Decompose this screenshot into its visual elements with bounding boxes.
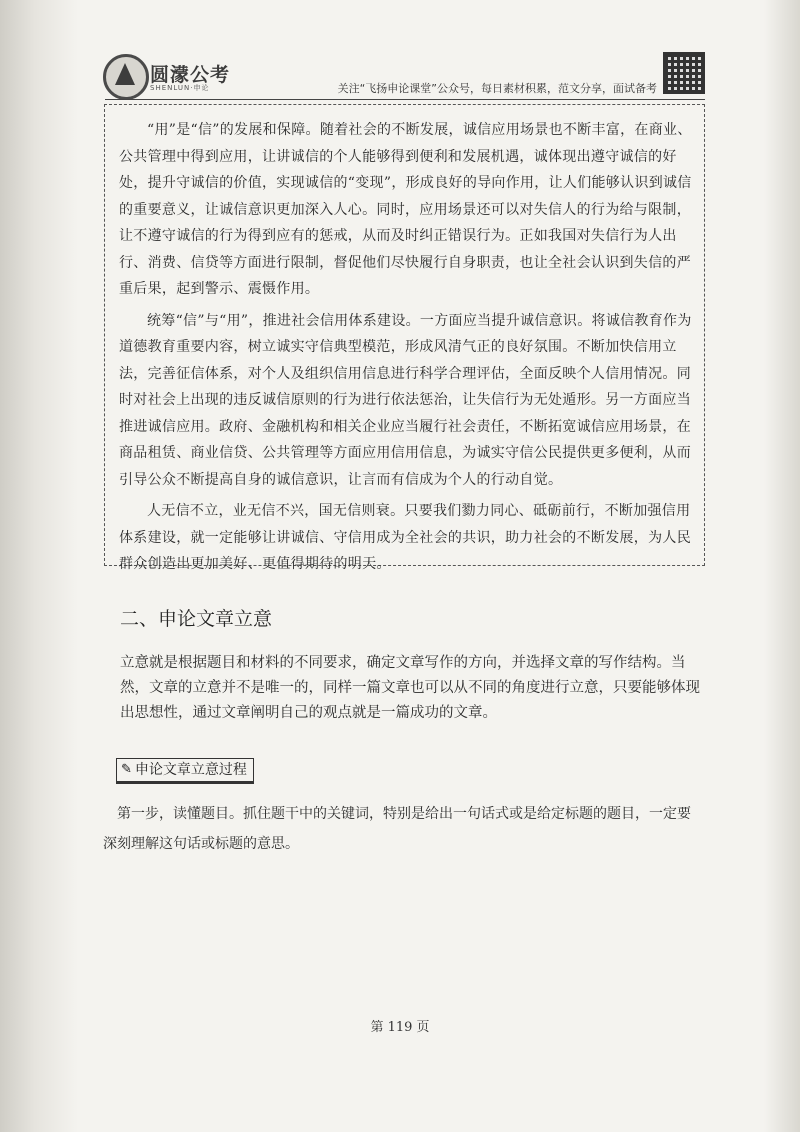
material-box (104, 104, 705, 572)
page-number: 第 119 页 (370, 1020, 430, 1035)
pencil-icon: ✎ (121, 762, 132, 777)
header-divider (105, 99, 705, 100)
scan-shadow-left (0, 0, 78, 1132)
logo-name: 圆濛公考 (150, 64, 231, 86)
process-label-text: 申论文章立意过程 (134, 762, 247, 778)
material-paragraph-2: 统筹“信”与“用”，推进社会信用体系建设。一方面应当提升诚信意识。将诚信教育作为道德教育重要内容，树立诚实守信典型模范，形成风清气正的良好氛围。不断加快信用立法，完善征信体系，对个人及组织信用信息进行科学合理评估，全面反映个人信用情况。同时对社会上出现的违反诚信原则的行为进行依法惩治，让失信行为无处遁形。另一方面应当推进诚信应用。政府、金融机构和相关企业应当履行社会责任，不断拓宽诚信应用场景，在商品租赁、商业信贷、公共管理等方面应用信用信息，为诚实守信公民提供更多便利，从而引导公众不断提高自身的诚信意识，让言而有信成为个人的行动自觉。 (119, 312, 692, 488)
logo-tagline: SHENLUN·申论 (150, 84, 210, 92)
qr-code-icon (663, 52, 705, 94)
step-one-text: 第一步，读懂题目。抓住题干中的关键词，特别是给出一句话式或是给定标题的题目，一定要深刻理解这句话或标题的意思。 (103, 806, 691, 852)
section-intro: 立意就是根据题目和材料的不同要求，确定文章写作的方向，并选择文章的写作结构。当然，文章的立意并不是唯一的，同样一篇文章也可以从不同的角度进行立意，只要能够体现出思想性，通过文章阐明自己的观点就是一篇成功的文章。 (120, 655, 700, 721)
material-paragraph-1: “用”是“信”的发展和保障。随着社会的不断发展，诚信应用场景也不断丰富，在商业、公共管理中得到应用，让讲诚信的个人能够得到便利和发展机遇，诚体现出遵守诚信的好处，提升守诚信的价值，实现诚信的“变现”，形成良好的导向作用，让人们能够认识到诚信的重要意义，让诚信意识更加深入人心。同时，应用场景还可以对失信人的行为给与限制，让不遵守诚信的行为得到应有的惩戒，从而及时纠正错误行为。正如我国对失信行为人出行、消费、信贷等方面进行限制，督促他们尽快履行自身职责，也让全社会认识到失信的严重后果，起到警示、震慑作用。 (119, 122, 692, 297)
section-title: 二、申论文章立意 (120, 608, 273, 630)
page-header (95, 52, 705, 97)
material-paragraph-3: 人无信不立，业无信不兴，国无信则衰。只要我们勠力同心、砥砺前行，不断加强信用体系建设，就一定能够让讲诚信、守信用成为全社会的共识，助力社会的不断发展，为人民群众创造出更加美好、更值得期待的明天。 (119, 503, 691, 572)
scan-shadow-right (764, 0, 800, 1132)
logo-icon (103, 54, 149, 100)
header-note: 关注“飞扬申论课堂”公众号，每日素材积累，范文分享，面试备考 (337, 82, 657, 95)
process-label (116, 758, 254, 784)
